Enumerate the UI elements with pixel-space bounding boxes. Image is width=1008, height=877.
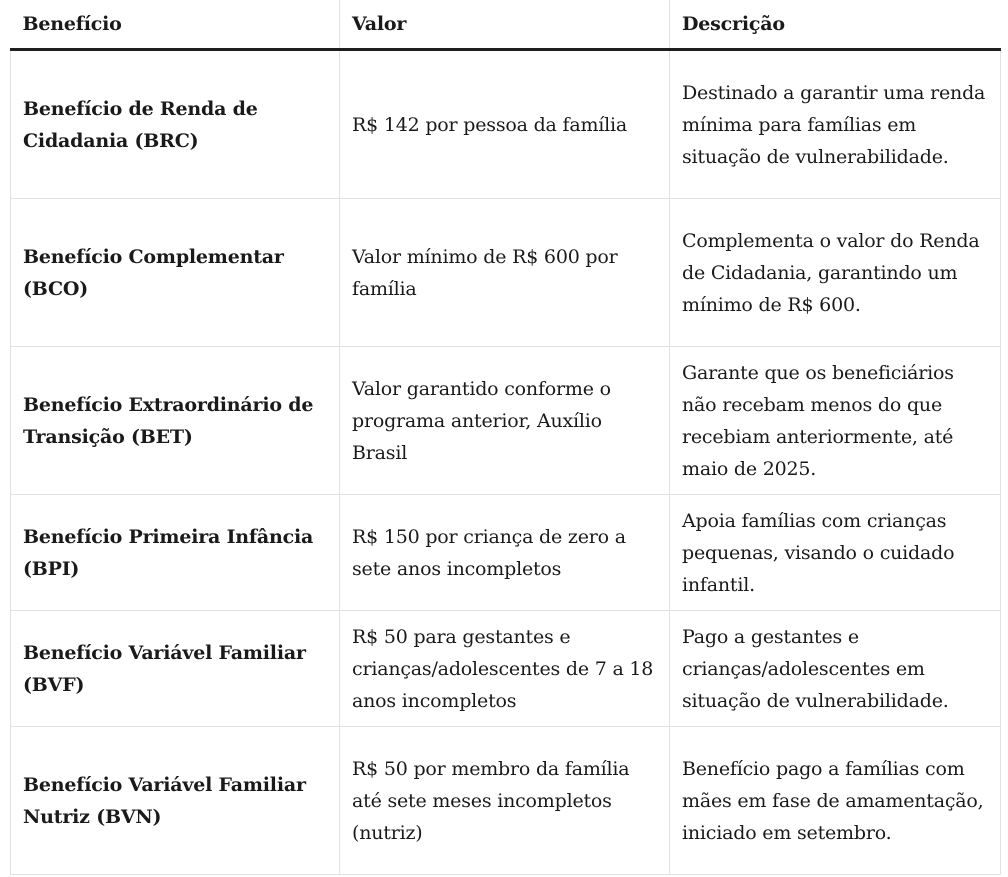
cell-beneficio: Benefício Variável Familiar (BVF) [11,611,340,727]
cell-beneficio: Benefício Primeira Infância (BPI) [11,495,340,611]
header-valor: Valor [340,0,670,50]
table-header-row [11,0,1001,50]
header-descricao: Descrição [670,0,1001,50]
table-row [11,611,1001,727]
cell-descricao: Benefício pago a famílias com mães em fase de amamentação, iniciado em setembro. [670,727,1001,875]
cell-descricao: Destinado a garantir uma renda mínima para famílias em situação de vulnerabilidade. [670,50,1001,199]
cell-valor: R$ 50 para gestantes e crianças/adolescentes de 7 a 18 anos incompletos [340,611,670,727]
benefits-table-container [10,0,1000,875]
cell-descricao: Complementa o valor do Renda de Cidadania, garantindo um mínimo de R$ 600. [670,199,1001,347]
table-row [11,50,1001,199]
cell-valor: R$ 142 por pessoa da família [340,50,670,199]
cell-beneficio: Benefício de Renda de Cidadania (BRC) [11,50,340,199]
table-row [11,199,1001,347]
table-row [11,495,1001,611]
cell-valor: R$ 50 por membro da família até sete meses incompletos (nutriz) [340,727,670,875]
cell-valor: Valor mínimo de R$ 600 por família [340,199,670,347]
cell-descricao: Garante que os beneficiários não recebam menos do que recebiam anteriormente, até maio de 2025. [670,347,1001,495]
cell-descricao: Apoia famílias com crianças pequenas, visando o cuidado infantil. [670,495,1001,611]
cell-descricao: Pago a gestantes e crianças/adolescentes em situação de vulnerabilidade. [670,611,1001,727]
cell-beneficio: Benefício Extraordinário de Transição (BET) [11,347,340,495]
table-row [11,347,1001,495]
header-beneficio: Benefício [11,0,340,50]
table-row [11,727,1001,875]
cell-beneficio: Benefício Complementar (BCO) [11,199,340,347]
cell-beneficio: Benefício Variável Familiar Nutriz (BVN) [11,727,340,875]
cell-valor: R$ 150 por criança de zero a sete anos incompletos [340,495,670,611]
cell-valor: Valor garantido conforme o programa anterior, Auxílio Brasil [340,347,670,495]
benefits-table [10,0,1001,875]
